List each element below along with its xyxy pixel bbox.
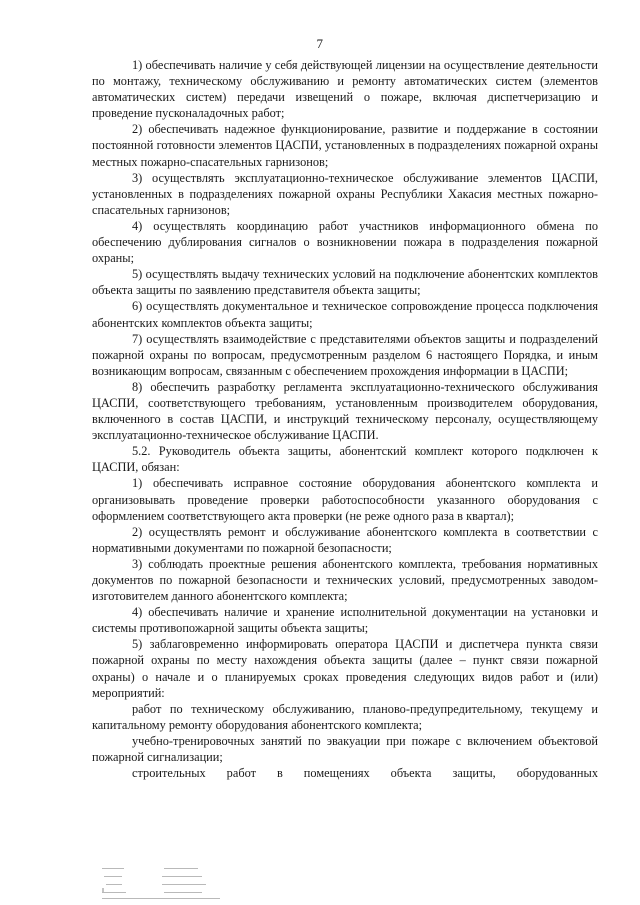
paragraph-section-5-2: 5.2. Руководитель объекта защиты, абонентский комплект которого подключен к ЦАСПИ, обязан: bbox=[92, 444, 598, 475]
paragraph-operator-duty-6: 6) осуществлять документальное и техническое сопровождение процесса подключения абонентских комплектов объекта защиты; bbox=[92, 299, 598, 330]
paragraph-operator-duty-4: 4) осуществлять координацию работ участников информационного обмена по обеспечению дублирования сигналов о возникновении пожара в подразделения пожарной охраны; bbox=[92, 218, 598, 266]
paragraph-operator-duty-1: 1) обеспечивать наличие у себя действующей лицензии на осуществление деятельности по монтажу, техническому обслуживанию и ремонту автоматических систем (элементов автоматических систем) передачи извещений о пожаре, включая диспетчеризацию и проведение пусконаладочных работ; bbox=[92, 58, 598, 121]
paragraph-operator-duty-5: 5) осуществлять выдачу технических условий на подключение абонентских комплектов объекта защиты по заявлению представителя объекта защиты; bbox=[92, 267, 598, 298]
paragraph-owner-duty-4: 4) обеспечивать наличие и хранение исполнительной документации на установки и системы противопожарной защиты объекта защиты; bbox=[92, 605, 598, 636]
paragraph-owner-duty-5: 5) заблаговременно информировать оператора ЦАСПИ и диспетчера пункта связи пожарной охраны по месту нахождения объекта защиты (далее – пункт связи пожарной охраны) о начале и о планируемых сроках проведения следующих видов работ и (или) мероприятий: bbox=[92, 637, 598, 700]
faded-footer-stamp bbox=[102, 864, 262, 900]
page-number: 7 bbox=[316, 36, 324, 51]
paragraph-owner-duty-1: 1) обеспечивать исправное состояние оборудования абонентского комплекта и организовывать проведение проверки работоспособности указанного оборудования с оформлением соответствующего акта проверки (не реже одного раза в квартал); bbox=[92, 476, 598, 523]
paragraph-operator-duty-2: 2) обеспечивать надежное функционирование, развитие и поддержание в состоянии постоянной готовности элементов ЦАСПИ, установленных в подразделениях пожарной охраны местных пожарно-спасательных гарнизонов; bbox=[92, 122, 598, 169]
paragraph-operator-duty-3: 3) осуществлять эксплуатационно-техническое обслуживание элементов ЦАСПИ, установленных в подразделениях пожарной охраны Республики Хакасия местных пожарно-спасательных гарнизонов; bbox=[92, 170, 598, 217]
paragraph-operator-duty-8: 8) обеспечить разработку регламента эксплуатационно-технического обслуживания ЦАСПИ, соответствующего требованиям, установленным производителем оборудования, включенного в состав ЦАСПИ, и инструкций техническому персоналу, осуществляющему эксплуатационно-техническое обслуживание ЦАСПИ. bbox=[92, 379, 598, 443]
document-body bbox=[92, 57, 598, 781]
paragraph-work-maintenance: работ по техническому обслуживанию, планово-предупредительному, текущему и капитальному ремонту оборудования абонентского комплекта; bbox=[92, 701, 598, 732]
paragraph-owner-duty-3: 3) соблюдать проектные решения абонентского комплекта, требования нормативных документов по пожарной безопасности и технических условий, предусмотренных заводом-изготовителем данного абонентского комплекта; bbox=[92, 556, 598, 604]
paragraph-owner-duty-2: 2) осуществлять ремонт и обслуживание абонентского комплекта в соответствии с нормативными документами по пожарной безопасности; bbox=[92, 524, 598, 555]
paragraph-work-construction: строительных работ в помещениях объекта защиты, оборудованных bbox=[132, 766, 598, 781]
paragraph-operator-duty-7: 7) осуществлять взаимодействие с представителями объектов защиты и подразделений пожарной охраны по вопросам, предусмотренным разделом 6 настоящего Порядка, и иным возникающим вопросам, связанным с обеспечением прохождения информации в ЦАСПИ; bbox=[92, 331, 598, 378]
paragraph-work-evacuation-drills: учебно-тренировочных занятий по эвакуации при пожаре с включением объектовой пожарной сигнализации; bbox=[92, 733, 598, 765]
